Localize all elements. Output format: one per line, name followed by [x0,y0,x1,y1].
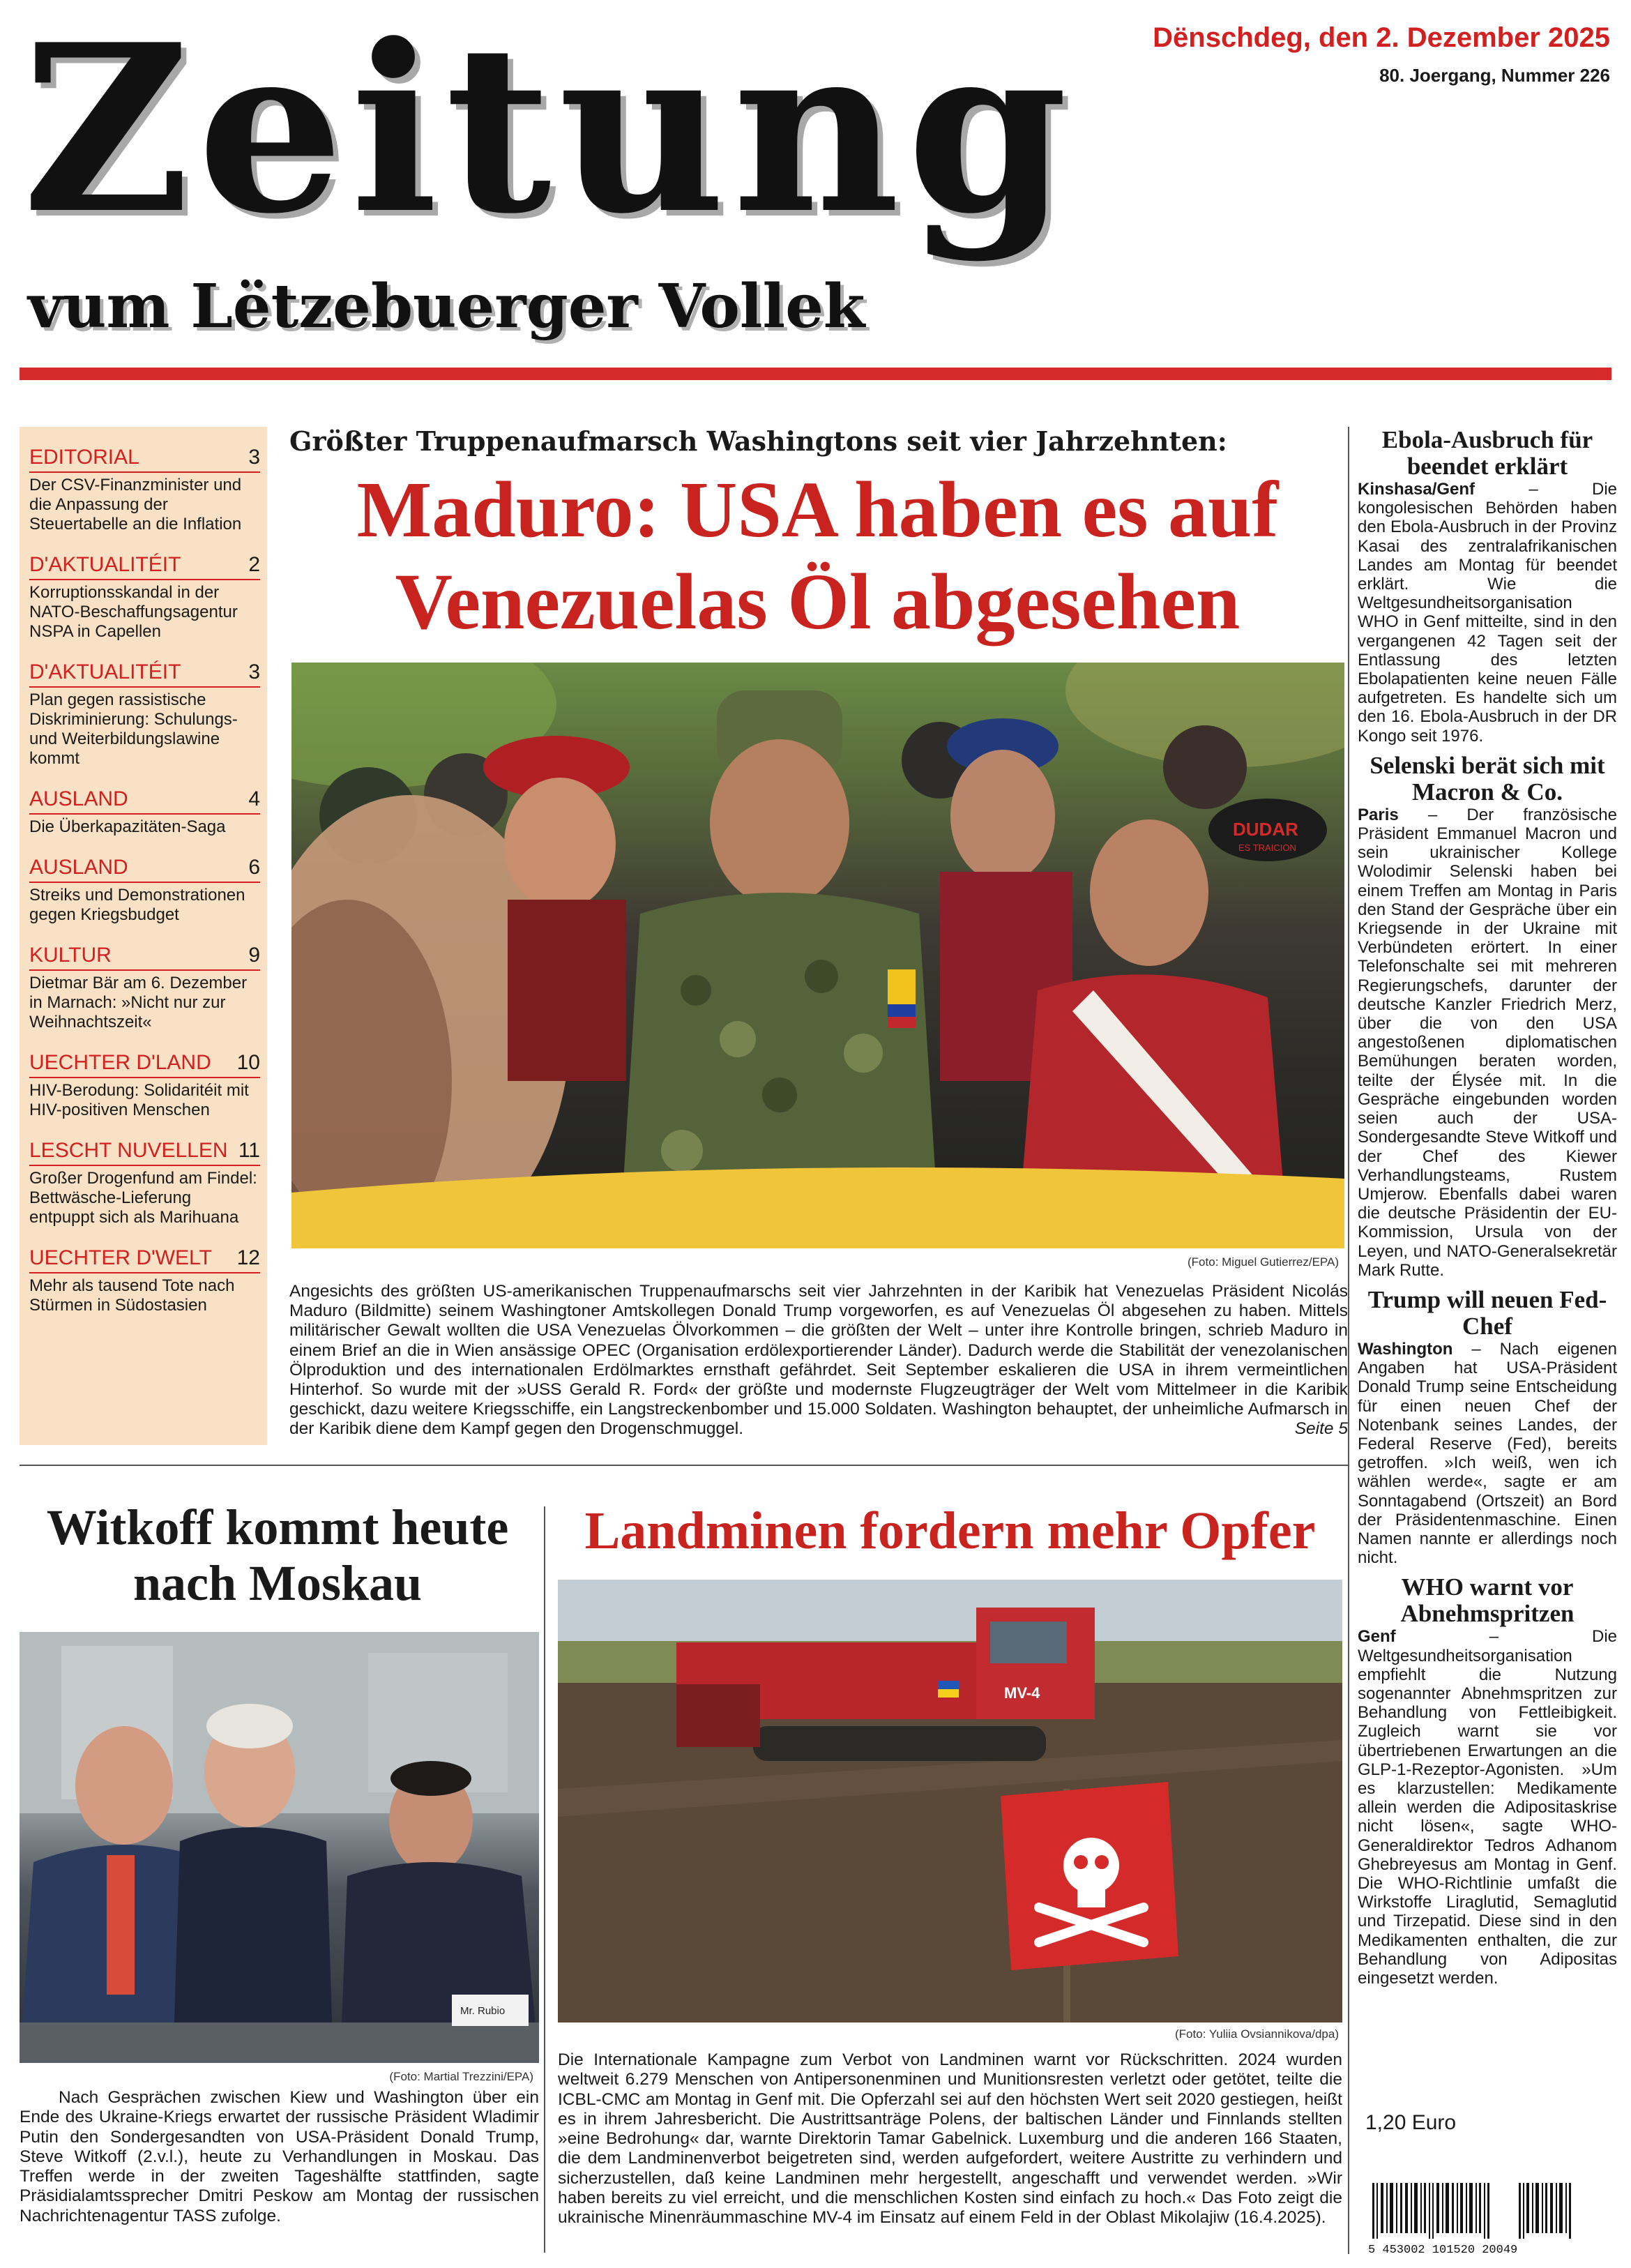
column-divider [544,1506,545,2253]
index-teaser: Korruptionsskandal in der NATO-Beschaffungsagentur NSPA in Capellen [29,583,238,641]
mines-photo [558,1580,1342,2023]
index-item[interactable] [29,1050,260,1120]
index-teaser: Der CSV-Finanzminister und die Anpassung der Steuertabelle an die Inflation [29,476,242,534]
index-teaser: HIV-Berodung: Solidaritéit mit HIV-positiven Menschen [29,1081,249,1119]
index-item[interactable] [29,943,260,1032]
brief-body [1358,1627,1617,1988]
barcode-digits: 5 453002 101520 20049 [1368,2244,1518,2257]
contents-index [20,427,267,1445]
brief-body [1358,1340,1617,1567]
index-page: 12 [236,1246,260,1269]
index-section: D'AKTUALITÉIT [29,553,181,576]
brief-headline[interactable]: WHO warnt vor Abnehmspritzen [1400,1573,1575,1628]
barcode [1365,2183,1609,2260]
column-divider [1348,427,1349,2254]
index-teaser: Streiks und Demonstrationen gegen Kriegsbudget [29,886,245,924]
lead-headline[interactable]: Maduro: USA haben es auf Venezuelas Öl abgesehen [356,465,1279,646]
machine-label: MV-4 [1004,1684,1040,1702]
index-section: AUSLAND [29,856,128,879]
index-section: UECHTER D'WELT [29,1246,212,1269]
index-section: LESCHT NUVELLEN [29,1139,228,1162]
witkoff-body: Nach Gesprächen zwischen Kiew und Washington über ein Ende des Ukraine-Kriegs erwartet der russische Präsident Wladimir Putin den Sondergesandten von USA-Präsident Donald Trump, Steve Witkoff (2.v.l.), heute zu Verhandlungen in Moskau. Das Treffen werde in der zweiten Tageshälfte stattfinden, sagte Präsidialamtssprecher Dmitri Peskow am Montag der russischen Nachrichtenagentur TASS zufolge. [20,2088,539,2225]
index-teaser: Dietmar Bär am 6. Dezember in Marnach: »Nicht nur zur Weihnachtszeit« [29,974,248,1031]
lead-body [289,1282,1348,1439]
brief-dateline: Washington [1358,1339,1453,1359]
mines-photo-caption: (Foto: Yuliia Ovsiannikova/dpa) [1175,2027,1339,2041]
section-divider [20,1465,1348,1466]
lead-page-ref[interactable]: Seite 5 [1294,1419,1348,1439]
brief-text: – Die kongolesischen Behörden haben den Ebola-Ausbruch in der Provinz Kasai des zentralafrikanischen Landes am Montag für beendet erklärt. Wie die Weltgesundheitsorganisation WHO in Genf mitteilte, sind in den vergangenen 42 Tagen seit der Entlassung des letzten Ebolapatienten keine neuen Fälle aufgetreten. Es handelte sich um den 16. Ebola-Ausbruch in der DR Kongo seit 1976. [1358,480,1617,746]
index-page: 4 [248,787,260,810]
witkoff-photo-caption: (Foto: Martial Trezzini/EPA) [389,2070,533,2083]
brief-headline[interactable]: Trump will neuen Fed-Chef [1367,1285,1607,1340]
masthead-rule [20,368,1611,380]
brief-text: – Der französische Präsident Emmanuel Macron und sein ukrainischer Kollege Wolodimir Selenski haben bei einem Treffen am Montag in Paris den Stand der Gespräche über ein Kriegsende in der Ukraine mit Verbündeten erörtert. In einer Telefonschalte sei mit mehreren Regierungschefs, darunter der deutsche Kanzler Friedrich Merz, über die von den USA angestoßenen diplomatischen Bemühungen beraten worden, teilte der Élysée mit. In die Gespräche eingebunden worden seien auch der USA-Sondergesandte Steve Witkoff und der Chef des Kiewer Verhandlungsteams, Rustem Umjerow. Ebenfalls dabei waren die deutsche Präsidentin der EU-Kommission, Ursula von der Leyen, und NATO-Generalsekretär Mark Rutte. [1358,805,1617,1280]
index-page: 6 [248,856,260,879]
index-item[interactable] [29,660,260,769]
lead-kicker: Größter Truppenaufmarsch Washingtons seit vier Jahrzehnten: [289,425,1227,457]
photo-nameplate: Mr. Rubio [460,2005,506,2017]
mines-headline[interactable]: Landminen fordern mehr Opfer [584,1502,1316,1560]
index-page: 11 [238,1139,260,1162]
brief-dateline: Kinshasa/Genf [1358,480,1476,499]
index-teaser: Die Überkapazitäten-Saga [29,817,226,836]
cover-price: 1,20 Euro [1365,2111,1457,2134]
masthead-title: Zeitung [22,0,1075,264]
lead-body-text: Angesichts des größten US-amerikanischen Truppenaufmarschs seit vier Jahrzehnten in der Karibik hat Venezuelas Präsident Nicolás Maduro (Bildmitte) seinem Washingtoner Amtskollegen Donald Trump vorgeworfen, es auf Venezuelas Öl abgesehen zu haben. Mittels militärischer Gewalt wollten die USA Venezuelas Ölvorkommen – die größten der Welt – unter ihre Kontrolle bringen, schrieb Maduro in einem Brief an die in Wien ansässige OPEC (Organisation erdölexportierender Länder). Dadurch werde die Stabilität der venezolanischen Ölproduktion und des internationalen Erdölmarktes ernsthaft gefährdet. Seit September eskalieren die USA in ihrem vermeintlichen Hinterhof. So wurde mit der »USS Gerald R. Ford« der größte und modernste Flugzeugträger der Welt vom Mittelmeer in die Karibik geschickt, dazu weitere Kriegsschiffe, ein Langstreckenbomber und 15.000 Soldaten. Washington behauptet, der unheimliche Aufmarsch in der Karibik diene dem Kampf gegen den Drogenschmuggel. [289,1282,1348,1439]
brief-body [1358,806,1617,1280]
index-page: 2 [248,553,260,576]
brief-text: – Nach eigenen Angaben hat USA-Präsident Donald Trump seine Entscheidung für einen neuen Chef der Notenbank seines Landes, der Federal Reserve (Fed), bereits getroffen. »Ich weiß, wen ich wählen werde«, sagte er am Sonntagabend (Ortszeit) an Bord der Präsidentenmaschine. Einen Namen nannte er allerdings noch nicht. [1358,1339,1617,1568]
index-item[interactable] [29,855,260,925]
issue-number: 80. Joergang, Nummer 226 [1379,65,1610,86]
index-section: KULTUR [29,944,112,967]
index-teaser: Plan gegen rassistische Diskriminierung: Schulungs- und Weiterbildungslawine kommt [29,690,238,768]
witkoff-headline[interactable]: Witkoff kommt heute nach Moskau [46,1499,509,1611]
lead-photo [291,663,1344,1248]
brief-dateline: Paris [1358,805,1399,824]
index-section: AUSLAND [29,787,128,810]
photo-cap-text: DUDAR [1233,819,1298,840]
brief-body [1358,480,1617,746]
index-page: 9 [248,944,260,967]
index-item[interactable] [29,787,260,837]
index-section: UECHTER D'LAND [29,1051,211,1074]
issue-date: Dënschdeg, den 2. Dezember 2025 [1153,22,1610,53]
mines-body: Die Internationale Kampagne zum Verbot von Landminen warnt vor Rückschritten. 2024 wurden weltweit 6.279 Menschen von Antipersonenminen und Munitionsresten verletzt oder getötet, teilte die ICBL-CMC am Montag in Genf mit. Die Opferzahl sei auf den höchsten Wert seit 2020 gestiegen, heißt es in ihrem Jahresbericht. Die Austrittsanträge Polens, der baltischen Länder und Finnlands stellten »eine Bedrohung« dar, warnte Direktorin Tamar Gabelnick. Luxemburg und die anderen 166 Staaten, die dem Landminenverbot beigetreten sind, werden aufgefordert, weitere Austritte zu verhindern und sicherzustellen, daß keine Landminen mehr hergestellt, angeschafft und verwendet werden. »Wir haben bereits zu viel erreicht, und die menschlichen Kosten sind einfach zu hoch.« Das Foto zeigt die ukrainische Minenräummaschine MV-4 im Einsatz auf einem Feld in der Oblast Mikolajiw (16.4.2025). [558,2050,1342,2228]
index-page: 3 [248,660,260,683]
photo-cap-subtext: ES TRAICION [1238,842,1296,853]
news-briefs-column [1358,427,1617,1995]
index-teaser: Mehr als tausend Tote nach Stürmen in Südostasien [29,1276,235,1315]
brief-text: – Die Weltgesundheitsorganisation empfiehlt die Nutzung sogenannter Abnehmspritzen zur Behandlung von Fettleibigkeit. Zugleich warnt sie vor übertriebenen Erwartungen an die GLP-1-Rezeptor-Agonisten. »Um es klarzustellen: Medikamente allein werden die Adipositaskrise nicht lösen«, sagte WHO-Generaldirektor Tedros Adhanom Ghebreyesus am Montag in Genf. Die WHO-Richtlinie umfaßt die Wirkstoffe Liraglutid, Semaglutid und Tirzepatid. Diese sind in den Medikamenten enthalten, die zur Behandlung von Adipositas eingesetzt werden. [1358,1627,1617,1988]
index-teaser: Großer Drogenfund am Findel: Bettwäsche-Lieferung entpuppt sich als Marihuana [29,1169,257,1227]
index-section: D'AKTUALITÉIT [29,660,181,683]
index-item[interactable] [29,552,260,642]
brief-headline[interactable]: Selenski berät sich mit Macron & Co. [1370,751,1605,806]
index-item[interactable] [29,1246,260,1315]
index-page: 3 [248,446,260,469]
index-page: 10 [236,1051,260,1074]
index-item[interactable] [29,1138,260,1227]
brief-headline[interactable]: Ebola-Ausbruch für beendet erklärt [1381,426,1593,480]
brief-dateline: Genf [1358,1627,1396,1647]
witkoff-photo [20,1632,539,2063]
lead-photo-caption: (Foto: Miguel Gutierrez/EPA) [1188,1255,1339,1269]
masthead-subtitle: vum Lëtzebuerger Vollek [28,271,865,342]
index-item[interactable] [29,445,260,534]
index-section: EDITORIAL [29,446,139,469]
